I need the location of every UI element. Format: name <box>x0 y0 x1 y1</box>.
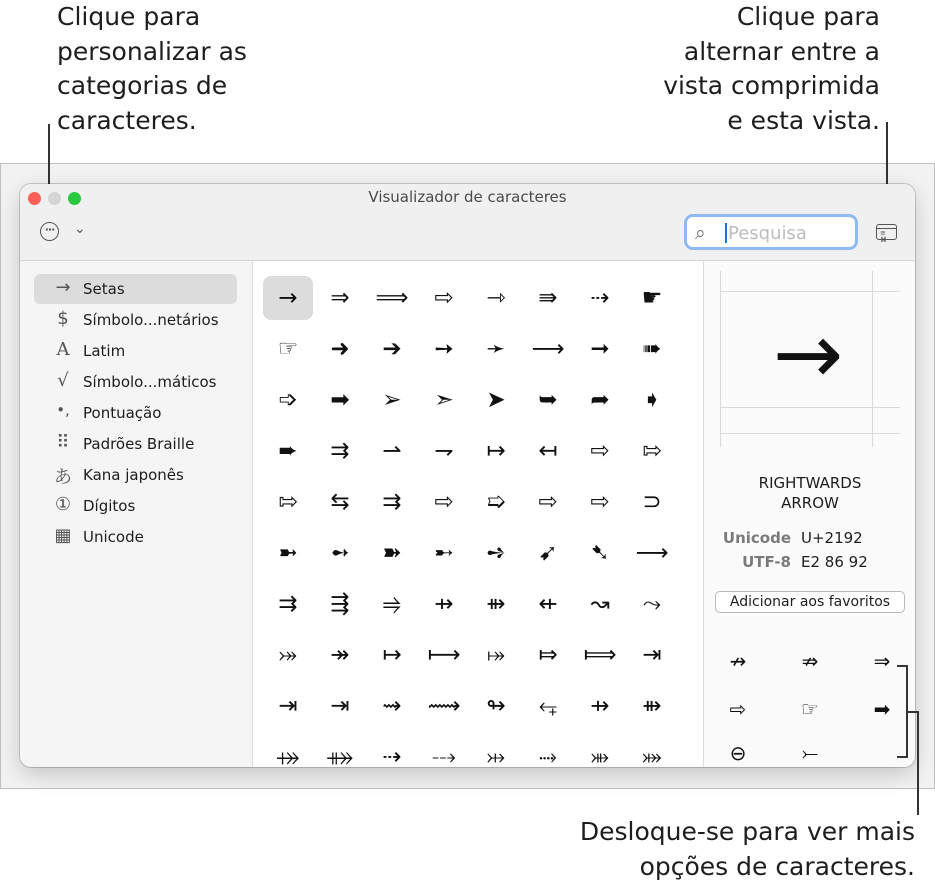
square-root-icon: √ <box>57 370 69 391</box>
sidebar-item-braille[interactable] <box>34 429 237 459</box>
braille-icon: ⠿ <box>56 432 70 453</box>
text-cursor <box>725 223 727 243</box>
character-cell[interactable]: ➨ <box>278 438 298 464</box>
character-cell[interactable]: ⇶ <box>330 591 350 617</box>
character-cell[interactable]: ➹ <box>538 540 558 566</box>
character-cell[interactable]: ↦ <box>382 642 402 668</box>
character-cell[interactable]: ➡ <box>330 387 350 413</box>
search-field[interactable] <box>684 214 858 250</box>
sidebar-item-label: Latim <box>83 342 126 360</box>
character-cell[interactable]: ⇝ <box>382 693 402 719</box>
compact-view-glyph: ≡ ⌘ <box>880 229 888 244</box>
search-placeholder: Pesquisa <box>728 223 807 244</box>
character-cell[interactable]: ⇉ <box>278 591 298 617</box>
callout-line: alternar entre a <box>683 36 880 66</box>
character-cell[interactable]: ➢ <box>382 387 402 413</box>
callout-scroll-more <box>580 815 915 884</box>
character-viewer-window <box>20 184 915 767</box>
sidebar-item-latin[interactable] <box>34 336 237 366</box>
sidebar-item-label: Padrões Braille <box>83 435 195 453</box>
unicode-value: U+2192 <box>801 529 863 547</box>
character-cell[interactable]: ⤗ <box>642 744 662 767</box>
character-cell[interactable]: ⤖ <box>278 642 298 668</box>
character-name <box>704 473 915 513</box>
callout-line: personalizar as <box>57 36 247 66</box>
character-cell[interactable]: ⇸ <box>590 693 610 719</box>
character-cell[interactable]: ➤ <box>486 387 506 413</box>
leader-line-bottom <box>917 711 919 815</box>
character-cell[interactable]: ⇾ <box>486 285 506 311</box>
character-cell[interactable]: ⇆ <box>330 489 350 515</box>
character-cell[interactable]: ➞ <box>590 336 610 362</box>
scroll-bracket <box>897 665 908 667</box>
character-cell[interactable]: ➸ <box>434 540 454 566</box>
character-cell[interactable]: ⇥ <box>330 693 350 719</box>
character-cell[interactable]: ⤁ <box>326 744 354 767</box>
character-cell[interactable]: ⤳ <box>642 591 662 617</box>
character-cell[interactable]: ➣ <box>434 387 454 413</box>
character-cell[interactable]: ⤑ <box>538 744 558 767</box>
variant-character[interactable]: ⤚ <box>802 741 818 765</box>
ellipsis-circle-icon[interactable]: ··· <box>40 222 59 241</box>
callout-customize-categories <box>57 0 247 138</box>
character-cell[interactable]: ☛ <box>641 285 663 311</box>
character-cell[interactable]: ⤔ <box>486 744 506 767</box>
character-cell[interactable]: ⇰ <box>642 438 662 464</box>
character-cell[interactable]: ➻ <box>330 540 350 566</box>
character-preview: → <box>772 305 844 403</box>
character-cell[interactable]: ⇢ <box>382 744 402 767</box>
character-grid <box>253 261 702 767</box>
character-cell[interactable]: ➙ <box>434 336 454 362</box>
sidebar-item-label: Pontuação <box>83 404 162 422</box>
character-cell[interactable]: ⇀ <box>382 438 402 464</box>
character-cell[interactable]: ⤕ <box>590 744 610 767</box>
sidebar-item-label: Símbolo...netários <box>83 311 219 329</box>
character-cell[interactable]: ➛ <box>486 336 506 362</box>
variant-character[interactable]: ☞ <box>801 697 819 721</box>
character-name-line: ARROW <box>781 494 839 512</box>
character-cell[interactable]: ⊃ <box>642 489 662 515</box>
character-cell[interactable]: ➧ <box>642 387 662 413</box>
character-cell[interactable]: ⇛ <box>538 285 558 311</box>
punctuation-icon: •, <box>56 401 70 419</box>
character-cell[interactable]: ⇨ <box>538 489 558 515</box>
variant-character[interactable]: ⊖ <box>729 741 747 765</box>
sidebar-item-label: Unicode <box>83 528 144 546</box>
character-detail-pane <box>703 261 915 767</box>
character-cell[interactable]: ⇸ <box>434 591 454 617</box>
variant-character[interactable]: ↛ <box>729 649 747 673</box>
dollar-icon: $ <box>57 308 69 329</box>
character-cell[interactable]: ➩ <box>278 387 298 413</box>
character-cell[interactable]: ⟿ <box>427 693 461 719</box>
character-cell[interactable]: ➷ <box>590 540 610 566</box>
character-cell[interactable]: ➔ <box>382 336 402 362</box>
character-cell[interactable]: ⥆ <box>538 693 558 719</box>
variant-character[interactable]: ⇏ <box>801 649 819 673</box>
character-cell[interactable]: ➠ <box>642 336 662 362</box>
preview-guide <box>720 291 900 292</box>
character-cell[interactable]: ⟾ <box>583 642 617 668</box>
character-cell[interactable]: ↤ <box>538 438 558 464</box>
callout-line: Desloque-se para ver mais <box>579 817 915 846</box>
sidebar-item-label: Dígitos <box>83 497 136 515</box>
sidebar-item-label: Símbolo...máticos <box>83 373 217 391</box>
preview-guide <box>720 271 721 447</box>
character-cell[interactable]: ➦ <box>590 387 610 413</box>
character-cell[interactable]: ↠ <box>330 642 350 668</box>
callout-line: categorias de <box>57 71 228 100</box>
character-cell[interactable]: ⟼ <box>427 642 461 668</box>
sidebar-item-math[interactable] <box>34 367 237 397</box>
toolbar <box>20 184 915 261</box>
character-cell[interactable]: ➜ <box>330 336 350 362</box>
character-cell[interactable]: ⤀ <box>276 744 300 767</box>
character-cell[interactable]: ↝ <box>590 591 610 617</box>
character-cell[interactable]: ➼ <box>278 540 298 566</box>
sidebar-item-kana[interactable] <box>34 460 237 490</box>
character-cell[interactable]: ↦ <box>486 438 506 464</box>
compact-view-icon[interactable] <box>876 224 897 244</box>
callout-line: caracteres. <box>57 105 197 135</box>
character-cell[interactable]: ☞ <box>277 336 299 362</box>
character-cell[interactable]: ⟶ <box>531 336 565 362</box>
kana-icon: あ <box>54 467 72 488</box>
circled-digit-icon: ① <box>54 494 72 515</box>
preview-guide <box>720 433 900 434</box>
callout-line: opções de caracteres. <box>639 851 915 881</box>
sidebar-item-label: Kana japonês <box>83 466 184 484</box>
character-cell[interactable]: ⇥ <box>278 693 298 719</box>
arrow-icon: → <box>55 277 71 298</box>
character-cell[interactable]: ⇨ <box>590 489 610 515</box>
callout-line: e esta vista. <box>727 105 880 135</box>
character-cell[interactable]: ⤅ <box>486 642 506 668</box>
sidebar-item-unicode[interactable] <box>34 522 237 552</box>
character-cell[interactable]: ⇰ <box>278 489 298 515</box>
character-cell[interactable]: ⇨ <box>590 438 610 464</box>
utf8-label: UTF-8 <box>742 553 791 571</box>
latin-letter-icon: A <box>56 339 70 360</box>
unicode-label: Unicode <box>722 529 791 547</box>
sidebar-item-currency[interactable] <box>34 305 237 335</box>
character-cell[interactable]: ⤏ <box>432 744 456 767</box>
character-cell[interactable]: ⇥ <box>642 642 662 668</box>
callout-line: vista comprimida <box>663 71 880 100</box>
character-cell[interactable]: ⥤ <box>382 591 402 617</box>
character-cell[interactable]: → <box>263 276 313 320</box>
character-cell[interactable]: ⇷ <box>538 591 558 617</box>
character-cell[interactable]: ⇻ <box>642 693 662 719</box>
character-name-line: RIGHTWARDS <box>758 474 862 492</box>
magnifier-icon: ⌕ <box>695 222 706 244</box>
callout-toggle-view <box>663 0 880 138</box>
character-cell[interactable]: ➥ <box>538 387 558 413</box>
character-cell[interactable]: ↬ <box>486 693 506 719</box>
sidebar-item-digits[interactable] <box>34 491 237 521</box>
sidebar-item-setas[interactable] <box>34 274 237 304</box>
character-cell[interactable]: ⟶ <box>635 540 669 566</box>
add-to-favorites-button[interactable]: Adicionar aos favoritos <box>715 591 905 613</box>
character-cell[interactable]: ⇨ <box>434 489 454 515</box>
character-cell[interactable]: ⇁ <box>434 438 454 464</box>
callout-line: Clique para <box>736 2 880 31</box>
character-cell[interactable]: ➯ <box>486 489 506 515</box>
character-cell[interactable]: ⇒ <box>330 285 350 311</box>
scroll-bracket <box>897 756 908 758</box>
variant-character[interactable]: ➡ <box>873 697 891 721</box>
unicode-grid-icon: ▦ <box>54 525 72 546</box>
character-cell[interactable]: ⟹ <box>375 285 409 311</box>
category-sidebar <box>20 261 253 767</box>
callout-line: Clique para <box>57 2 201 31</box>
variant-character[interactable]: ⇨ <box>729 697 747 721</box>
utf8-value: E2 86 92 <box>801 553 868 571</box>
character-cell[interactable]: ⤇ <box>538 642 558 668</box>
character-cell[interactable]: ⇢ <box>590 285 610 311</box>
character-cell[interactable]: ⇨ <box>434 285 454 311</box>
character-cell[interactable]: ⇉ <box>382 489 402 515</box>
character-cell[interactable]: ➺ <box>486 540 506 566</box>
sidebar-item-label: Setas <box>83 280 125 298</box>
window-title: Visualizador de caracteres <box>368 188 567 206</box>
character-cell[interactable]: ⇉ <box>330 438 350 464</box>
character-cell[interactable]: ⇻ <box>486 591 506 617</box>
sidebar-item-punctuation[interactable] <box>34 398 237 428</box>
variant-character[interactable]: ⇒ <box>873 649 891 673</box>
character-cell[interactable]: ➽ <box>382 540 402 566</box>
chevron-down-icon[interactable]: ⌄ <box>74 221 86 237</box>
